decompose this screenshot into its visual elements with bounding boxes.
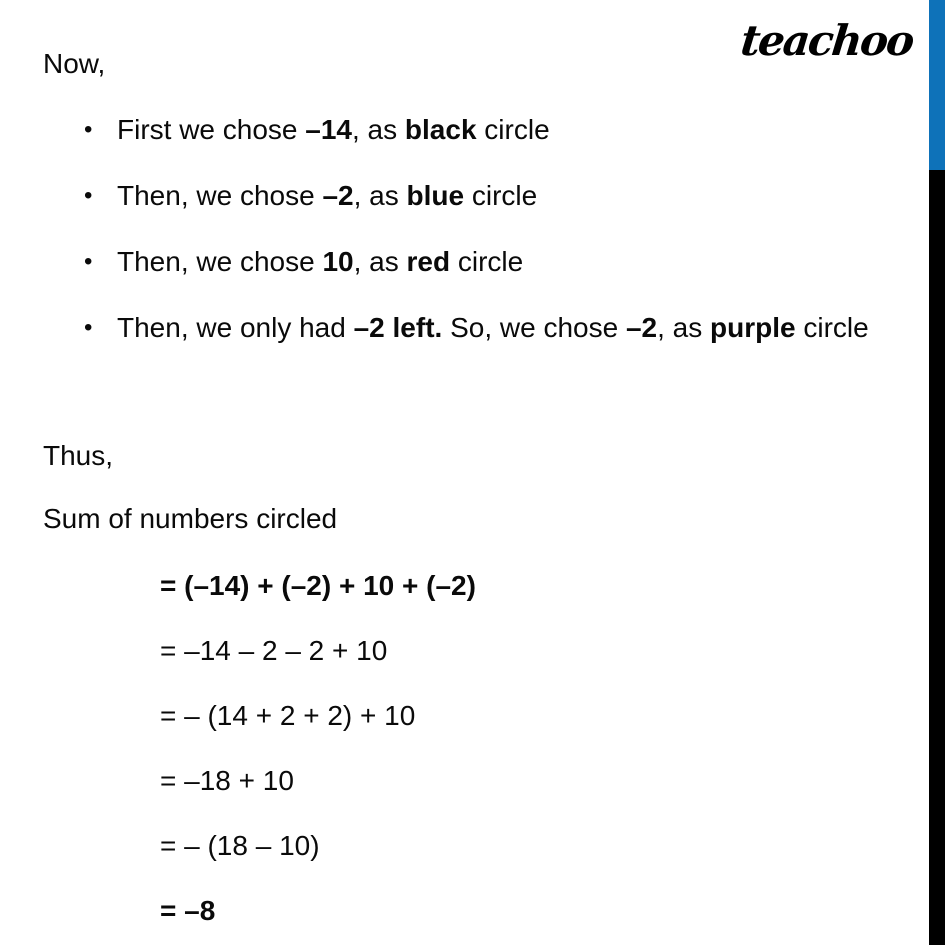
text-run: So, we chose [442,312,626,343]
equation-list [160,568,476,945]
equation-line: = –18 + 10 [160,765,294,796]
text-run: black [404,114,477,145]
bullet-text [117,178,537,214]
text-run: Then, we chose [117,246,323,277]
sum-of-numbers-label: Sum of numbers circled [43,503,338,534]
bullet-dot-icon: • [84,182,93,209]
text-run: Then, we only had [117,312,354,343]
text-run: Then, we chose [117,180,323,211]
text-run: purple [710,312,796,343]
text-run: red [406,246,451,277]
equation-line: = –8 [160,895,216,926]
bullet-text [117,112,550,148]
text-run: , as [353,246,407,277]
text-run: circle [450,246,524,277]
equation-line: = – (14 + 2 + 2) + 10 [160,700,416,731]
bullet-list [84,112,914,376]
equation-line: = (–14) + (–2) + 10 + (–2) [160,570,476,601]
text-run: –2 [625,312,658,343]
right-accent-bar-black [929,170,945,945]
bullet-dot-icon: • [84,248,93,275]
equation-line: = –14 – 2 – 2 + 10 [160,635,388,666]
teachoo-logo: teachoo [737,16,915,65]
text-run: First we chose [117,114,306,145]
bullet-dot-icon: • [84,314,93,341]
bullet-item [84,244,914,280]
text-run: , as [353,180,407,211]
bullet-dot-icon: • [84,116,93,143]
bullet-text [117,244,523,280]
text-run: circle [795,312,869,343]
bullet-item [84,310,914,346]
bullet-item [84,178,914,214]
right-accent-bar-blue [929,0,945,170]
text-run: circle [464,180,538,211]
text-run: –2 [322,180,354,211]
text-run: –2 left. [353,312,443,343]
text-run: circle [476,114,550,145]
text-run: , as [352,114,405,145]
equation-line: = – (18 – 10) [160,830,320,861]
text-run: , as [657,312,711,343]
bullet-text [117,310,869,346]
bullet-item [84,112,914,148]
text-run: –14 [305,114,352,145]
text-run: 10 [322,246,354,277]
text-run: blue [406,180,465,211]
thus-text: Thus, [43,440,114,471]
intro-text: Now, [43,48,106,79]
